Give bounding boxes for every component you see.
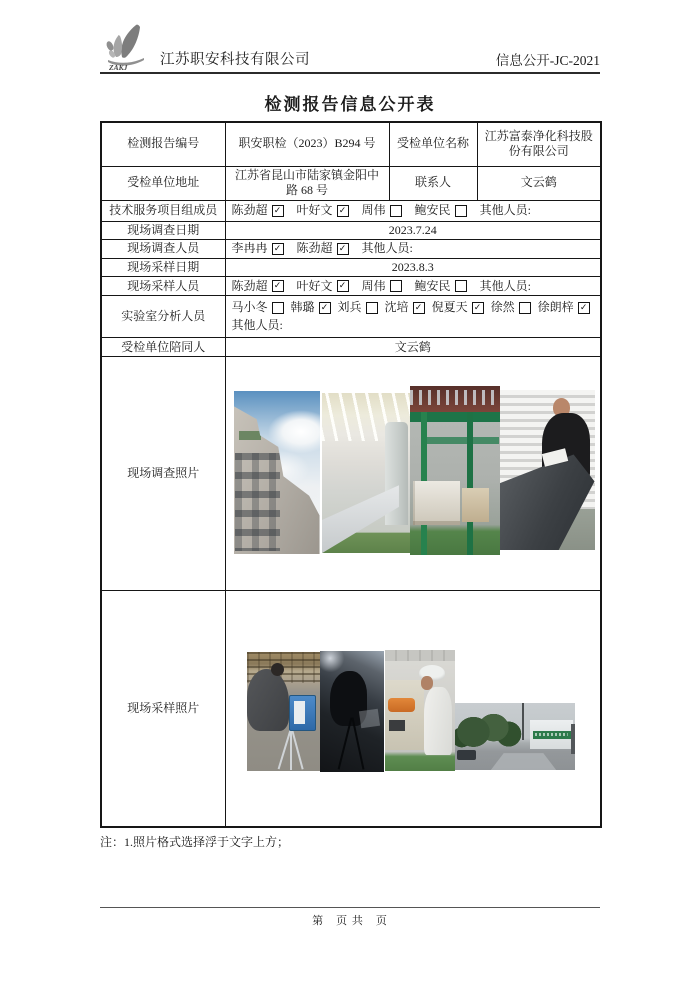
checked-checkbox-icon[interactable]: ✓ <box>578 302 590 314</box>
checked-checkbox-icon[interactable]: ✓ <box>272 243 284 255</box>
sampler-panel <box>294 701 305 724</box>
person-option <box>385 300 425 316</box>
unchecked-checkbox-icon[interactable] <box>272 302 284 314</box>
ceiling <box>385 650 455 661</box>
person-name: 刘兵 <box>337 300 362 315</box>
person-option <box>297 279 349 295</box>
survey-photo-warehouse <box>410 386 500 555</box>
unchecked-checkbox-icon[interactable] <box>455 280 467 292</box>
report-no-value: 职安职检（2023）B294 号 <box>225 122 389 166</box>
person-name: 倪夏天 <box>431 300 468 315</box>
sampling-photo-factory-gate <box>455 703 575 770</box>
person-name: 鲍安民 <box>414 202 451 217</box>
gate-pillar <box>571 724 575 754</box>
footnote: 注：1.照片格式选择浮于文字上方； <box>100 835 290 849</box>
other-personnel-label: 其他人员: <box>479 202 531 217</box>
footer-rule <box>100 907 600 908</box>
sampling-staff-label: 现场采样人员 <box>101 277 225 296</box>
person-name: 周伟 <box>361 202 386 217</box>
orange-roller <box>388 698 415 712</box>
team-label: 技术服务项目组成员 <box>101 200 225 221</box>
logo-swoosh-icon <box>102 24 160 72</box>
survey-photos-cell <box>225 357 601 591</box>
contact-label: 联系人 <box>389 166 477 200</box>
building-shape <box>234 391 320 554</box>
table-row <box>101 357 601 591</box>
checked-checkbox-icon[interactable]: ✓ <box>319 302 331 314</box>
survey-staff-checkboxes <box>230 241 597 257</box>
person-option <box>415 203 467 219</box>
other-personnel-label: 其他人员: <box>479 278 531 293</box>
person-name: 鲍安民 <box>414 278 451 293</box>
counter <box>500 454 595 550</box>
survey-staff-cell <box>225 240 601 259</box>
company-logo <box>102 24 160 72</box>
lab-staff-cell <box>225 296 601 338</box>
worker-face <box>421 676 433 690</box>
header-rule <box>100 72 600 74</box>
sampling-photos-label: 现场采样照片 <box>101 591 225 827</box>
checked-checkbox-icon[interactable]: ✓ <box>337 280 349 292</box>
packed-goods <box>413 481 460 525</box>
person-name: 陈劲超 <box>231 278 268 293</box>
person-name: 叶好文 <box>296 278 333 293</box>
logo-text: ZAKJ <box>109 63 128 72</box>
pipes <box>410 390 500 405</box>
sampling-staff-cell <box>225 277 601 296</box>
table-row <box>101 296 601 338</box>
sampling-photo-dark-scene <box>320 651 384 772</box>
sampling-staff-checkboxes <box>230 279 597 295</box>
checked-checkbox-icon[interactable]: ✓ <box>472 302 484 314</box>
disclosure-form-table <box>100 121 602 828</box>
table-row <box>101 258 601 277</box>
escort-value: 文云鹤 <box>225 338 601 357</box>
survey-date-label: 现场调查日期 <box>101 221 225 240</box>
person-option <box>362 203 402 219</box>
table-row <box>101 240 601 259</box>
person-option <box>491 300 531 316</box>
machine-panel <box>389 720 405 731</box>
unit-name-label: 受检单位名称 <box>389 122 477 166</box>
table-row <box>101 338 601 357</box>
person-option <box>538 300 590 316</box>
green-post <box>467 412 473 556</box>
table-row <box>101 200 601 221</box>
table-row <box>101 277 601 296</box>
person-option <box>232 203 284 219</box>
company-sign <box>533 731 571 739</box>
car <box>457 750 476 759</box>
tripod-leg <box>290 726 292 770</box>
checked-checkbox-icon[interactable]: ✓ <box>272 205 284 217</box>
unit-name-value: 江苏富泰净化科技股份有限公司 <box>477 122 601 166</box>
lab-staff-checkboxes <box>230 300 597 333</box>
machine <box>385 680 424 750</box>
person-name: 陈劲超 <box>231 202 268 217</box>
person-option <box>297 203 349 219</box>
address-label: 受检单位地址 <box>101 166 225 200</box>
person-option <box>432 300 484 316</box>
person-name: 陈劲超 <box>296 241 333 256</box>
person-name: 叶好文 <box>296 202 333 217</box>
packed-goods <box>462 488 489 522</box>
unchecked-checkbox-icon[interactable] <box>390 280 402 292</box>
sampling-photo-worker <box>385 650 455 771</box>
address-value: 江苏省昆山市陆家镇金阳中路 68 号 <box>225 166 389 200</box>
person-option <box>232 300 284 316</box>
person-name: 徐朗梓 <box>537 300 574 315</box>
doc-number: 信息公开-JC-2021 <box>495 53 600 68</box>
person-name: 马小冬 <box>231 300 268 315</box>
person-option <box>362 279 402 295</box>
person-option <box>232 241 284 257</box>
unchecked-checkbox-icon[interactable] <box>455 205 467 217</box>
sampling-date-label: 现场采样日期 <box>101 258 225 277</box>
team-members-checkboxes <box>230 203 597 219</box>
contact-value: 文云鹤 <box>477 166 601 200</box>
person-name: 徐然 <box>490 300 515 315</box>
person-name: 周伟 <box>361 278 386 293</box>
other-personnel-label: 其他人员: <box>361 241 413 256</box>
building-sign <box>239 431 261 441</box>
survey-photo-building-exterior <box>234 391 320 554</box>
table-row <box>101 122 601 166</box>
person-name: 沈培 <box>384 300 409 315</box>
checked-checkbox-icon[interactable]: ✓ <box>337 243 349 255</box>
unchecked-checkbox-icon[interactable] <box>366 302 378 314</box>
light-patch <box>359 708 380 727</box>
worker-body <box>424 687 452 755</box>
team-members-cell <box>225 200 601 221</box>
person-option <box>297 241 349 257</box>
sampling-date-value: 2023.8.3 <box>225 258 601 277</box>
escort-label: 受检单位陪同人 <box>101 338 225 357</box>
other-personnel-label: 其他人员: <box>231 317 283 332</box>
person-option <box>415 279 467 295</box>
unchecked-checkbox-icon[interactable] <box>519 302 531 314</box>
survey-date-value: 2023.7.24 <box>225 221 601 240</box>
survey-staff-label: 现场调查人员 <box>101 240 225 259</box>
sampling-photo-tripod-sampler <box>247 652 320 771</box>
table-row <box>101 221 601 240</box>
company-name: 江苏职安科技有限公司 <box>160 52 310 68</box>
person-option <box>232 279 284 295</box>
survey-photo-surveyor <box>500 390 595 550</box>
unchecked-checkbox-icon[interactable] <box>390 205 402 217</box>
table-row <box>101 591 601 827</box>
tripod-leg <box>290 727 303 770</box>
person-name: 李冉冉 <box>231 241 268 256</box>
person-option <box>291 300 331 316</box>
checked-checkbox-icon[interactable]: ✓ <box>337 205 349 217</box>
person-body <box>247 669 289 731</box>
person-option <box>338 300 378 316</box>
sampling-photos-cell <box>225 591 601 827</box>
checked-checkbox-icon[interactable]: ✓ <box>413 302 425 314</box>
green-beam <box>426 437 500 444</box>
survey-photo-cleanroom <box>322 393 410 553</box>
building-windows <box>235 453 280 551</box>
checked-checkbox-icon[interactable]: ✓ <box>272 280 284 292</box>
survey-photos-label: 现场调查照片 <box>101 357 225 591</box>
page-footer: 第 页 共 页 <box>312 915 388 927</box>
lab-staff-label: 实验室分析人员 <box>101 296 225 338</box>
lamp-pole <box>522 703 524 740</box>
table-row <box>101 166 601 200</box>
report-no-label: 检测报告编号 <box>101 122 225 166</box>
person-name: 韩璐 <box>290 300 315 315</box>
blue-sampler-box <box>289 695 316 730</box>
page-title: 检测报告信息公开表 <box>264 95 436 114</box>
gate-building <box>530 720 573 749</box>
